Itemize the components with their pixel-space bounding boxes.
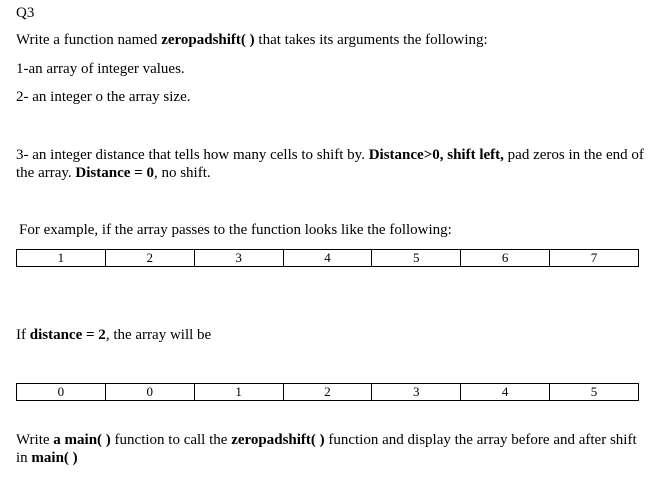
argument-1: 1-an array of integer values. [16, 61, 185, 77]
array-before-row [17, 250, 639, 267]
final-part3: function and display the array before and after shift in [16, 432, 637, 466]
arg3-part3: , no shift. [153, 165, 211, 181]
arg3-bold1: Distance>0, shift left, [368, 147, 504, 163]
example-text: For example, if the array passes to the function looks like the following: [19, 222, 452, 238]
array-after-cell: 3 [372, 384, 461, 401]
array-before-table [16, 249, 639, 267]
array-after-table [16, 383, 639, 401]
argument-3 [16, 146, 646, 182]
intro-post: that takes its arguments the following: [254, 32, 488, 48]
array-before-cell: 1 [17, 250, 106, 267]
array-after-cell: 0 [105, 384, 194, 401]
array-after-cell: 5 [550, 384, 639, 401]
final-part1: Write [16, 432, 54, 448]
intro-text [16, 31, 488, 49]
array-before-cell: 2 [105, 250, 194, 267]
distance-pre: If [16, 327, 30, 343]
array-before-cell: 7 [550, 250, 639, 267]
intro-function-name: zeropadshift( ) [161, 32, 255, 48]
arg3-part1: 3- an integer distance that tells how many cells to shift by. [16, 147, 369, 163]
final-part2: function to call the [110, 432, 232, 448]
argument-2: 2- an integer o the array size. [16, 89, 191, 105]
array-before-cell: 6 [461, 250, 550, 267]
array-after-cell: 2 [283, 384, 372, 401]
array-after-row [17, 384, 639, 401]
array-before-cell: 5 [372, 250, 461, 267]
array-after-cell: 0 [17, 384, 106, 401]
array-after-cell: 4 [461, 384, 550, 401]
distance-value: distance = 2 [29, 327, 106, 343]
arg3-bold2: Distance = 0 [75, 165, 154, 181]
intro-pre: Write a function named [16, 32, 162, 48]
final-bold2: zeropadshift( ) [231, 432, 325, 448]
distance-text [16, 326, 211, 344]
array-before-cell: 4 [283, 250, 372, 267]
distance-post: , the array will be [105, 327, 212, 343]
question-number: Q3 [16, 5, 35, 21]
arg3-part2: pad zeros in the end of the array. [16, 147, 644, 181]
array-before-cell: 3 [194, 250, 283, 267]
final-bold3: main( ) [31, 450, 78, 466]
array-after-cell: 1 [194, 384, 283, 401]
final-bold1: a main( ) [53, 432, 111, 448]
final-instruction [16, 431, 646, 467]
